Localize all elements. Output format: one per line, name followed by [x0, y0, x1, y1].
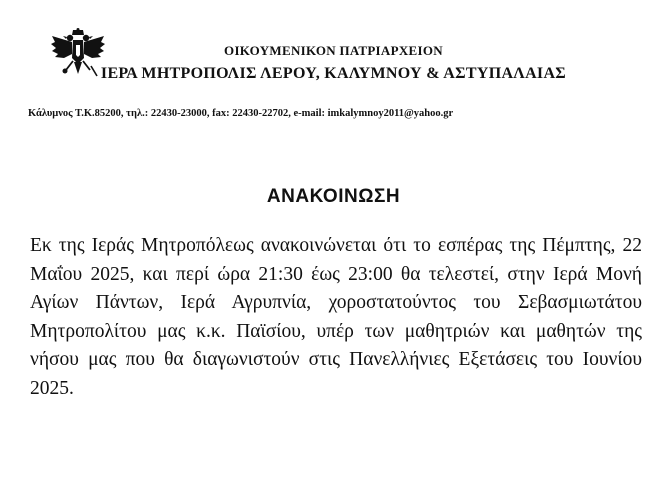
patriarchate-name: ΟΙΚΟΥΜΕΝΙΚΟΝ ΠΑΤΡΙΑΡΧΕΙΟΝ	[224, 43, 443, 58]
letterhead	[0, 0, 667, 125]
announcement-title: ΑΝΑΚΟΙΝΩΣΗ	[266, 186, 401, 207]
contact-details: Κάλυμνος Τ.Κ.85200, τηλ.: 22430-23000, fax: 22430-22702, e-mail: imkalymnoy2011@yahoo.gr	[28, 108, 454, 119]
metropolis-name: ΙΕΡΑ ΜΗΤΡΟΠΟΛΙΣ ΛΕΡΟΥ, ΚΑΛΥΜΝΟΥ & ΑΣΤΥΠΑΛΑΙΑΣ	[100, 65, 567, 82]
announcement-body: Εκ της Ιεράς Μητροπόλεως ανακοινώνεται ότι το εσπέρας της Πέμπτης, 22 Μαΐου 2025, και περί ώρα 21:30 έως 23:00 θα τελεστεί, στην Ιερά Μονή Αγίων Πάντων, Ιερά Αγρυπνία, χοροστατούντος του Σεβασμιωτάτου Μητροπολίτου μας κ.κ. Παϊσίου, υπέρ των μαθητριών και μαθητών της νήσου μας που θα διαγωνιστούν στις Πανελλήνιες Εξετάσεις του Ιουνίου 2025.	[30, 235, 642, 399]
